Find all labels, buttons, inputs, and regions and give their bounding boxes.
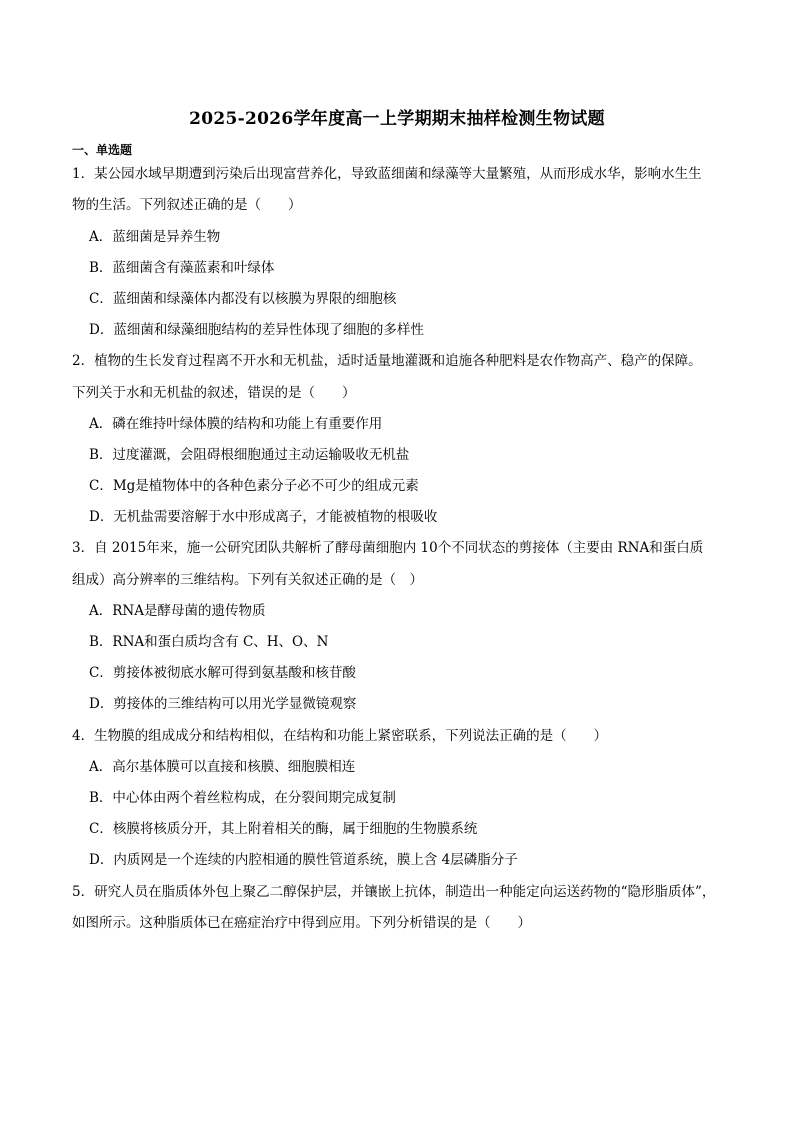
- question-4-option-a: A．高尔基体膜可以直接和核膜、细胞膜相连: [89, 759, 356, 775]
- question-5-stem-line-2: 如图所示。这种脂质体已在癌症治疗中得到应用。下列分析错误的是（ ）: [72, 915, 531, 931]
- question-3-stem-line-2: 组成）高分辨率的三维结构。下列有关叙述正确的是（ ）: [72, 572, 423, 588]
- question-4-stem-line-1: 4．生物膜的组成成分和结构相似，在结构和功能上紧密联系，下列说法正确的是（ ）: [72, 728, 608, 744]
- question-4-option-c: C．核膜将核质分开，其上附着相关的酶，属于细胞的生物膜系统: [89, 821, 478, 837]
- question-1-option-c: C．蓝细菌和绿藻体内都没有以核膜为界限的细胞核: [89, 291, 397, 307]
- exam-title: 2025-2026学年度高一上学期期末抽样检测生物试题: [189, 109, 605, 129]
- question-1-stem-line-2: 物的生活。下列叙述正确的是（ ）: [72, 197, 302, 213]
- question-4-option-d: D．内质网是一个连续的内腔相通的膜性管道系统，膜上含 4层磷脂分子: [89, 852, 518, 868]
- question-3-option-b: B．RNA和蛋白质均含有 C、H、O、N: [89, 634, 329, 650]
- question-2-option-d: D．无机盐需要溶解于水中形成离子，才能被植物的根吸收: [89, 509, 438, 525]
- question-3-option-d: D．剪接体的三维结构可以用光学显微镜观察: [89, 696, 357, 712]
- question-1-option-b: B．蓝细菌含有藻蓝素和叶绿体: [89, 260, 275, 276]
- question-1-stem-line-1: 1．某公园水域早期遭到污染后出现富营养化，导致蓝细菌和绿藻等大量繁殖，从而形成水华，影响水生生: [72, 166, 702, 182]
- question-3-stem-line-1: 3．自 2015年来，施一公研究团队共解析了酵母菌细胞内 10个不同状态的剪接体（主要由 RNA和蛋白质: [72, 540, 704, 556]
- question-3-option-a: A．RNA是酵母菌的遗传物质: [89, 603, 266, 619]
- question-2-option-a: A．磷在维持叶绿体膜的结构和功能上有重要作用: [89, 416, 383, 432]
- question-2-option-b: B．过度灌溉，会阻碍根细胞通过主动运输吸收无机盐: [89, 447, 410, 463]
- question-5-stem-line-1: 5．研究人员在脂质体外包上聚乙二醇保护层，并镶嵌上抗体，制造出一种能定向运送药物的“隐形脂质体”，: [72, 884, 716, 900]
- question-2-stem-line-1: 2．植物的生长发育过程离不开水和无机盐，适时适量地灌溉和追施各种肥料是农作物高产、稳产的保障。: [72, 353, 702, 369]
- question-4-option-b: B．中心体由两个着丝粒构成，在分裂间期完成复制: [89, 790, 396, 806]
- question-3-option-c: C．剪接体被彻底水解可得到氨基酸和核苷酸: [89, 665, 356, 681]
- question-1-option-d: D．蓝细菌和绿藻细胞结构的差异性体现了细胞的多样性: [89, 322, 424, 338]
- question-2-stem-line-2: 下列关于水和无机盐的叙述，错误的是（ ）: [72, 385, 356, 401]
- question-2-option-c: C．Mg是植物体中的各种色素分子必不可少的组成元素: [89, 478, 419, 494]
- question-1-option-a: A．蓝细菌是异养生物: [89, 229, 221, 245]
- section-heading: 一、单选题: [72, 143, 133, 157]
